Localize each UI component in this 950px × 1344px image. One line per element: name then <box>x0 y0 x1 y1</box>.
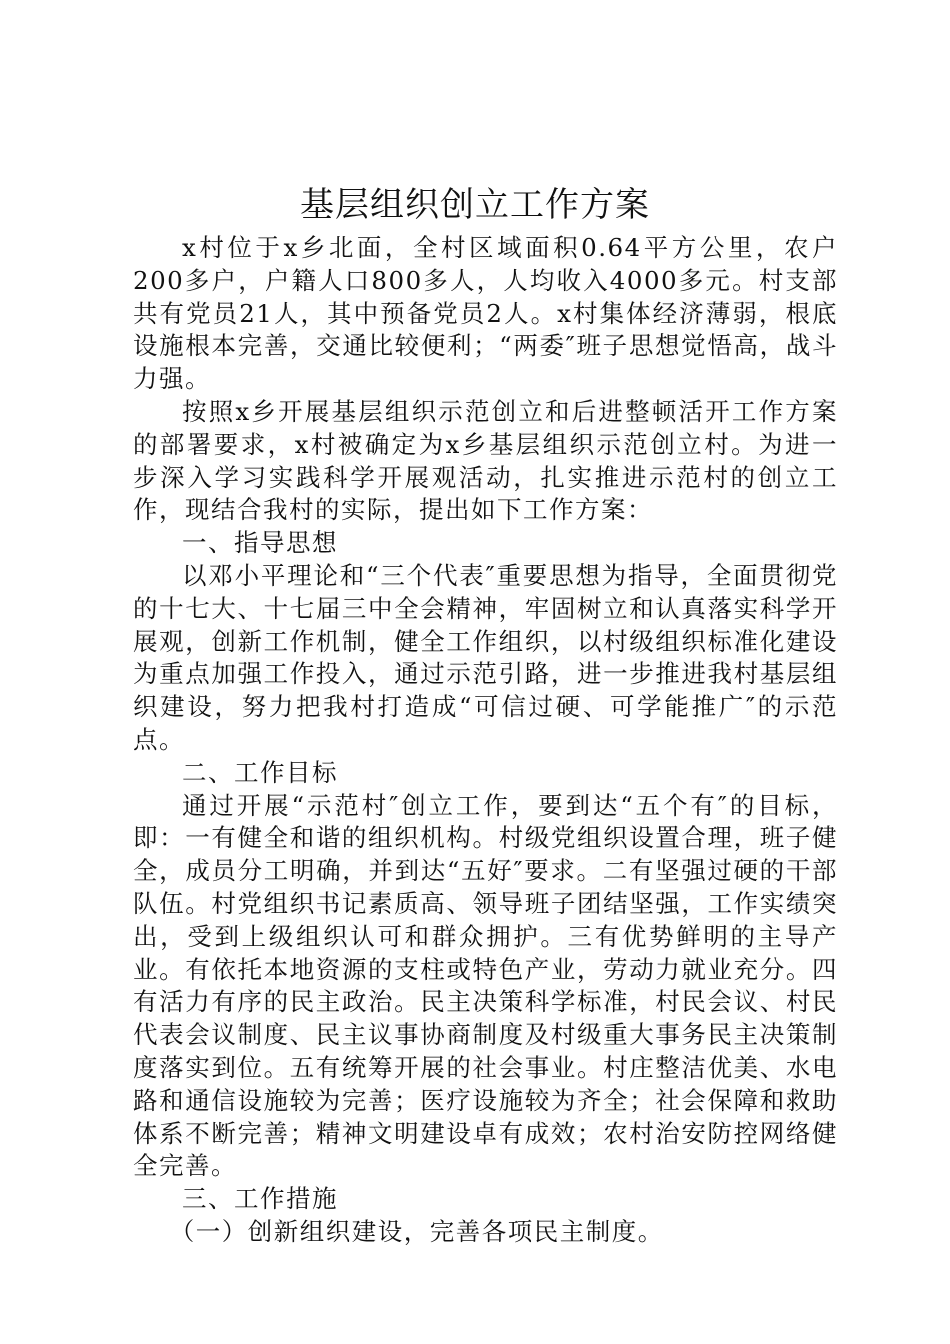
document-body <box>133 232 838 1249</box>
section-heading-guiding-ideology: 一、指导思想 <box>182 528 338 558</box>
section-heading-work-goals: 二、工作目标 <box>182 757 338 787</box>
paragraph-deployment: 按照x乡开展基层组织示范创立和后进整顿活开工作方案的部署要求，x村被确定为x乡基层组织示范创立村。为进一步深入学习实践科学开展观活动，扎实推进示范村的创立工作，现结合我村的实际，提出如下工作方案： <box>133 396 838 525</box>
paragraph-guiding-ideology: 以邓小平理论和“三个代表″重要思想为指导，全面贯彻党的十七大、十七届三中全会精神，牢固树立和认真落实科学开展观，创新工作机制，健全工作组织，以村级组织标准化建设为重点加强工作投入，通过示范引路，进一步推进我村基层组织建设，努力把我村打造成“可信过硬、可学能推广″的示范点。 <box>133 560 838 754</box>
section-heading-work-measures: 三、工作措施 <box>182 1184 338 1214</box>
paragraph-work-goals: 通过开展“示范村″创立工作，要到达“五个有″的目标，即：一有健全和谐的组织机构。村级党组织设置合理，班子健全，成员分工明确，并到达“五好″要求。二有坚强过硬的干部队伍。村党组织书记素质高、领导班子团结坚强，工作实绩突出，受到上级组织认可和群众拥护。三有优势鲜明的主导产业。有依托本地资源的支柱或特色产业，劳动力就业充分。四有活力有序的民主政治。民主决策科学标准，村民会议、村民代表会议制度、民主议事协商制度及村级重大事务民主决策制度落实到位。五有统筹开展的社会事业。村庄整洁优美、水电路和通信设施较为完善；医疗设施较为齐全；社会保障和救助体系不断完善；精神文明建设卓有成效；农村治安防控网络健全完善。 <box>133 790 838 1181</box>
document-title: 基层组织创立工作方案 <box>300 185 650 225</box>
subsection-heading-organization: （一）创新组织建设，完善各项民主制度。 <box>169 1216 664 1246</box>
paragraph-village-overview: x村位于x乡北面，全村区域面积0.64平方公里，农户200多户，户籍人口800多人，人均收入4000多元。村支部共有党员21人，其中预备党员2人。x村集体经济薄弱，根底设施根本完善，交通比较便利；“两委″班子思想觉悟高，战斗力强。 <box>133 233 838 394</box>
